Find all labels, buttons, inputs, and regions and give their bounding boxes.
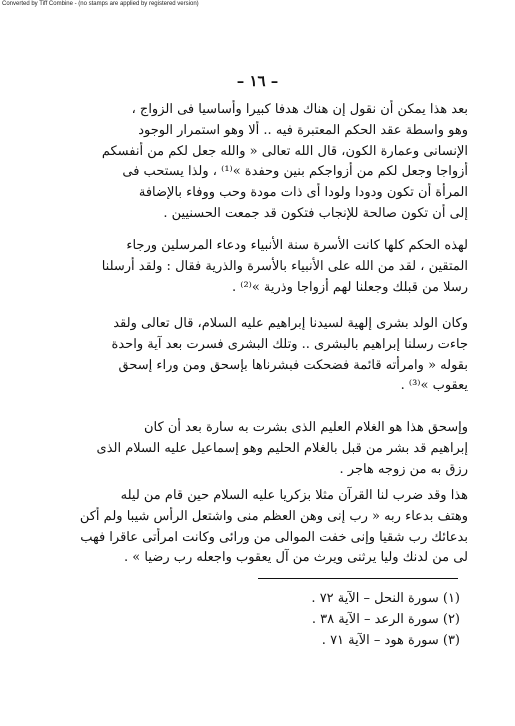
- paragraph-1: [58, 100, 468, 225]
- text-line: بقوله « وامرأته قائمة فضحكت فبشرناها بإسحق ومن وراء إسحق: [118, 357, 468, 373]
- text-line: وإسحق هذا هو الغلام العليم الذى بشرت به سارة بعد أن كان: [143, 420, 468, 435]
- text-line: بدعائك رب شقيا وإنى خفت الموالى من ورائى وكانت امرأتى عاقرا فهب: [80, 529, 468, 545]
- page-number: – ١٦ –: [236, 72, 279, 90]
- footnote-3: (٣) سورة هود – الآية ٧١ .: [321, 633, 460, 648]
- text-line: وهو واسطة عقد الحكم المعتبرة فيه .. ألا وهو استمرار الوجود: [138, 122, 468, 138]
- text-line: الإنسانى وعمارة الكون، قال الله تعالى « والله جعل لكم من أنفسكم: [101, 143, 468, 159]
- text-line: إبراهيم قد بشر من قبل بالغلام الحليم وهو إسماعيل عليه السلام الذى: [96, 440, 468, 456]
- text-line: رسلا من قبلك وجعلنا لهم أزواجا وذرية »⁽²⁾ .: [231, 279, 468, 295]
- text-line: المرأة أن تكون ودودا ولودا أى ذات مودة وحب ووفاء بالإضافة: [138, 185, 468, 201]
- text-line: إلى أن تكون صالحة للإنجاب فتكون قد جمعت الحسنيين .: [163, 205, 468, 221]
- footnote-separator: [258, 578, 458, 579]
- text-line: جاءت رسلنا إبراهيم بالبشرى .. وتلك البشرى فسرت بعد آية واحدة: [111, 336, 468, 352]
- paragraph-4: [58, 418, 468, 480]
- text-line: لهذه الحكم كلها كانت الأسرة سنة الأنبياء ودعاء المرسلين ورجاء: [126, 238, 468, 253]
- text-line: لى من لدنك وليا يرثنى ويرث من آل يعقوب واجعله رب رضيا » .: [124, 550, 468, 566]
- converter-banner: Converted by Tiff Combine - (no stamps are applied by registered version): [2, 1, 199, 7]
- text-line: وكان الولد بشرى إلهية لسيدنا إبراهيم عليه السلام، قال تعالى ولقد: [113, 316, 468, 331]
- footnotes: [260, 588, 460, 651]
- paragraph-2: [58, 236, 468, 298]
- footnote-1: (١) سورة النحل – الآية ٧٢ .: [311, 591, 460, 606]
- paragraph-5: [58, 486, 468, 569]
- paragraph-3: [58, 314, 468, 397]
- text-line: بعد هذا يمكن أن نقول إن هناك هدفا كبيرا وأساسيا فى الزواج ،: [131, 102, 468, 117]
- text-line: رزق به من زوجه هاجر .: [339, 461, 468, 477]
- text-line: وهتف بدعاء ربه « رب إنى وهن العظم منى واشتعل الرأس شيبا ولم أكن: [79, 508, 468, 524]
- footnote-2: (٢) سورة الرعد – الآية ٣٨ .: [311, 612, 460, 627]
- text-line: المتقين ، لقد من الله على الأنبياء بالأسرة والذرية فقال : ولقد أرسلنا: [101, 258, 468, 274]
- text-line: أزواجا وجعل لكم من أزواجكم بنين وحفدة »⁽¹⁾ ، ولذا يستحب فى: [122, 164, 468, 180]
- text-line: يعقوب »⁽³⁾ .: [400, 378, 468, 394]
- text-line: هذا وقد ضرب لنا القرآن مثلا بزكريا عليه السلام حين قام من ليله: [120, 488, 468, 503]
